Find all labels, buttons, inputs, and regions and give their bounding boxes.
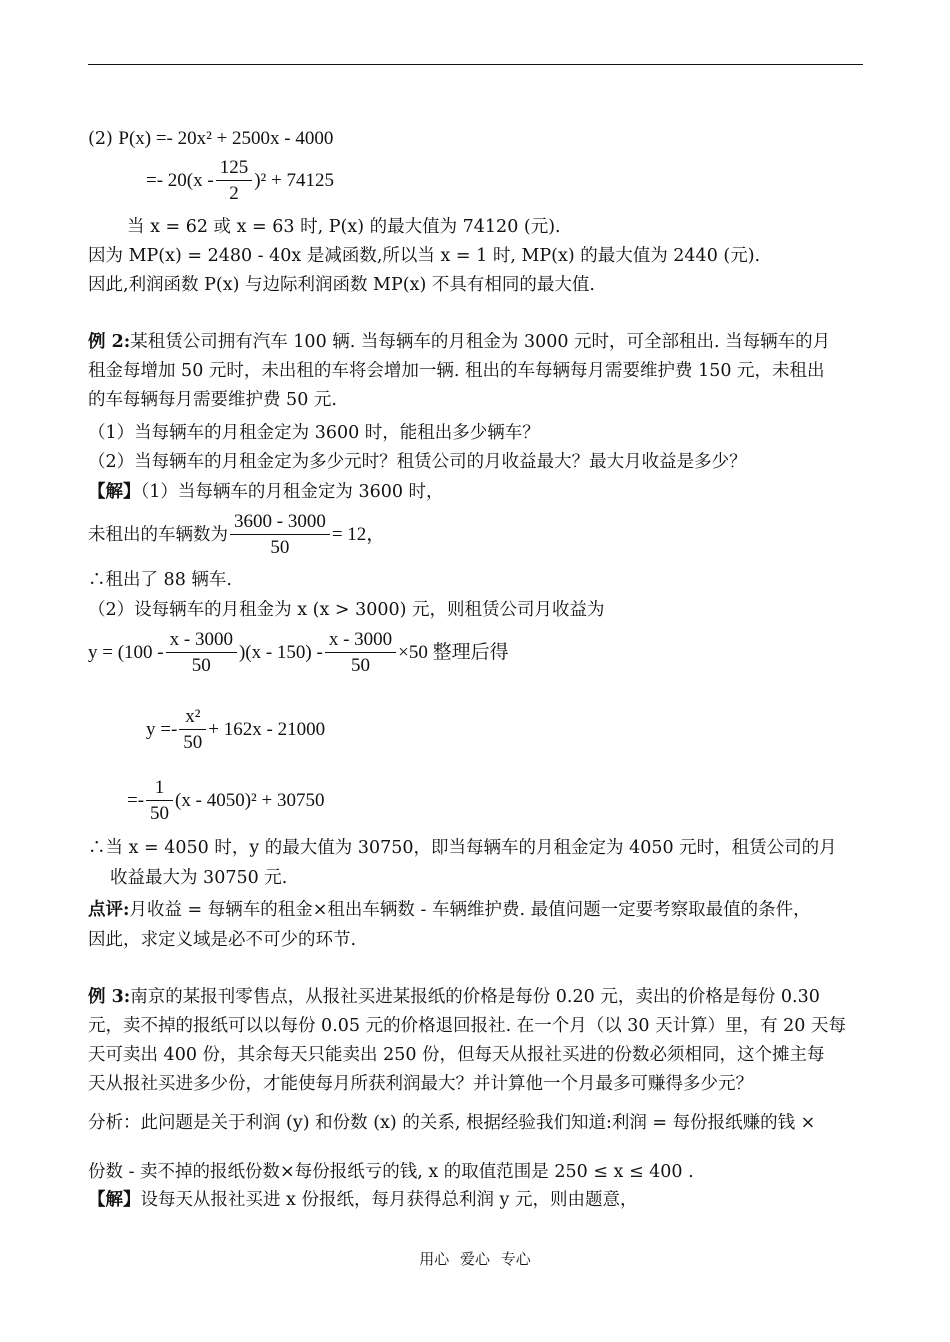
fraction-eq1-a: $\frac{x - 3000}{50}$ [166,628,237,679]
ex2-solution-line4: （2）设每辆车的月租金为 x (x > 3000) 元，则租赁公司月收益为 [88,600,605,620]
part2-line4: 因为 MP(x) = 2480 - 40x 是减函数,所以当 x = 1 时, MP(x) 的最大值为 2440 (元). [88,246,761,266]
ex2-problem-line2: 租金每增加 50 元时，未出租的车将会增加一辆. 租出的车每辆每月需要维护费 150 元，未租出 [88,361,825,381]
ex3-solution-label: 【解】 [88,1190,141,1210]
ex2-note-label: 点评: [88,900,130,920]
ex3-problem-line2: 元，卖不掉的报纸可以以每份 0.05 元的价格退回报社. 在一个月（以 30 天计算）里，有 20 天每 [88,1016,847,1036]
ex2-solution-line2: 未租出的车辆数为 $\frac{3600 - 3000}{50}$ = 12， [88,510,385,561]
ex3-problem-line4: 天从报社买进多少份，才能使每月所获利润最大？并计算他一个月最多可赚得多少元？ [88,1074,753,1094]
ex3-analysis-line2: 份数 - 卖不掉的报纸份数×每份报纸亏的钱, x 的取值范围是 250 ≤ x ≤ 400 . [88,1162,694,1182]
ex2-solution-line3: ∴租出了 88 辆车. [88,570,232,590]
ex2-equation2: y =- $\frac{\text{x²}}{50}$ + 162x - 21000 [146,705,325,756]
fraction-eq1-b: $\frac{x - 3000}{50}$ [325,628,396,679]
ex3-analysis-line1: 分析：此问题是关于利润 (y) 和份数 (x) 的关系, 根据经验我们知道:利润 = 每份报纸赚的钱 × [88,1113,816,1133]
part2-line1: (2) P(x) =- 20x² + 2500x - 4000 [88,128,334,149]
ex2-note-line1: 点评:月收益 = 每辆车的租金×租出车辆数 - 车辆维护费. 最值问题一定要考察取最值的条件， [88,900,811,920]
ex2-question2: （2）当每辆车的月租金定为多少元时？租赁公司的月收益最大？最大月收益是多少？ [88,452,747,472]
ex2-conclusion-line2: 收益最大为 30750 元. [110,868,288,888]
part2-line2: =- 20(x - $\frac{125}{2}$ )² + 74125 [146,156,334,207]
ex3-solution-line1: 【解】设每天从报社买进 x 份报纸，每月获得总利润 y 元，则由题意， [88,1190,638,1210]
ex2-label: 例 2: [88,332,131,352]
fraction-unrented-cars: $\frac{3600 - 3000}{50}$ [230,510,330,561]
fraction-eq3: $\frac{1}{50}$ [146,776,173,827]
ex2-note-line2: 因此，求定义域是必不可少的环节. [88,930,357,950]
ex2-equation3: =- $\frac{1}{50}$ (x - 4050)² + 30750 [127,776,324,827]
fraction-eq2: $\frac{\text{x²}}{50}$ [179,705,206,756]
ex3-problem-line3: 天可卖出 400 份，其余每天只能卖出 250 份，但每天从报社买进的份数必须相同，这个摊主每 [88,1045,825,1065]
ex2-question1: （1）当每辆车的月租金定为 3600 时，能租出多少辆车？ [88,423,540,443]
part2-line5: 因此,利润函数 P(x) 与边际利润函数 MP(x) 不具有相同的最大值. [88,275,595,295]
ex2-problem-line1: 例 2:某租赁公司拥有汽车 100 辆. 当每辆车的月租金为 3000 元时，可全部租出. 当每辆车的月 [88,332,831,352]
ex3-problem-line1: 例 3:南京的某报刊零售点，从报社买进某报纸的价格是每份 0.20 元，卖出的价格是每份 0.30 [88,987,820,1007]
ex2-conclusion-line1: ∴当 x = 4050 时，y 的最大值为 30750，即当每辆车的月租金定为 4050 元时，租赁公司的月 [88,838,837,858]
ex3-label: 例 3: [88,987,131,1007]
ex2-solution-label: 【解】 [88,482,141,502]
header-rule [88,64,863,65]
ex2-solution-line1: 【解】（1）当每辆车的月租金定为 3600 时， [88,482,444,502]
ex2-equation1: y = (100 - $\frac{x - 3000}{50}$ )(x - 150) - $\frac{x - 3000}{50}$ ×50 整理后得 [88,628,509,679]
page-footer: 用心 爱心 专心 [419,1250,531,1268]
fraction-125-over-2: $\frac{125}{2}$ [216,156,253,207]
part2-line3: 当 x = 62 或 x = 63 时, P(x) 的最大值为 74120 (元). [127,217,561,237]
ex2-problem-line3: 的车每辆每月需要维护费 50 元. [88,390,337,410]
